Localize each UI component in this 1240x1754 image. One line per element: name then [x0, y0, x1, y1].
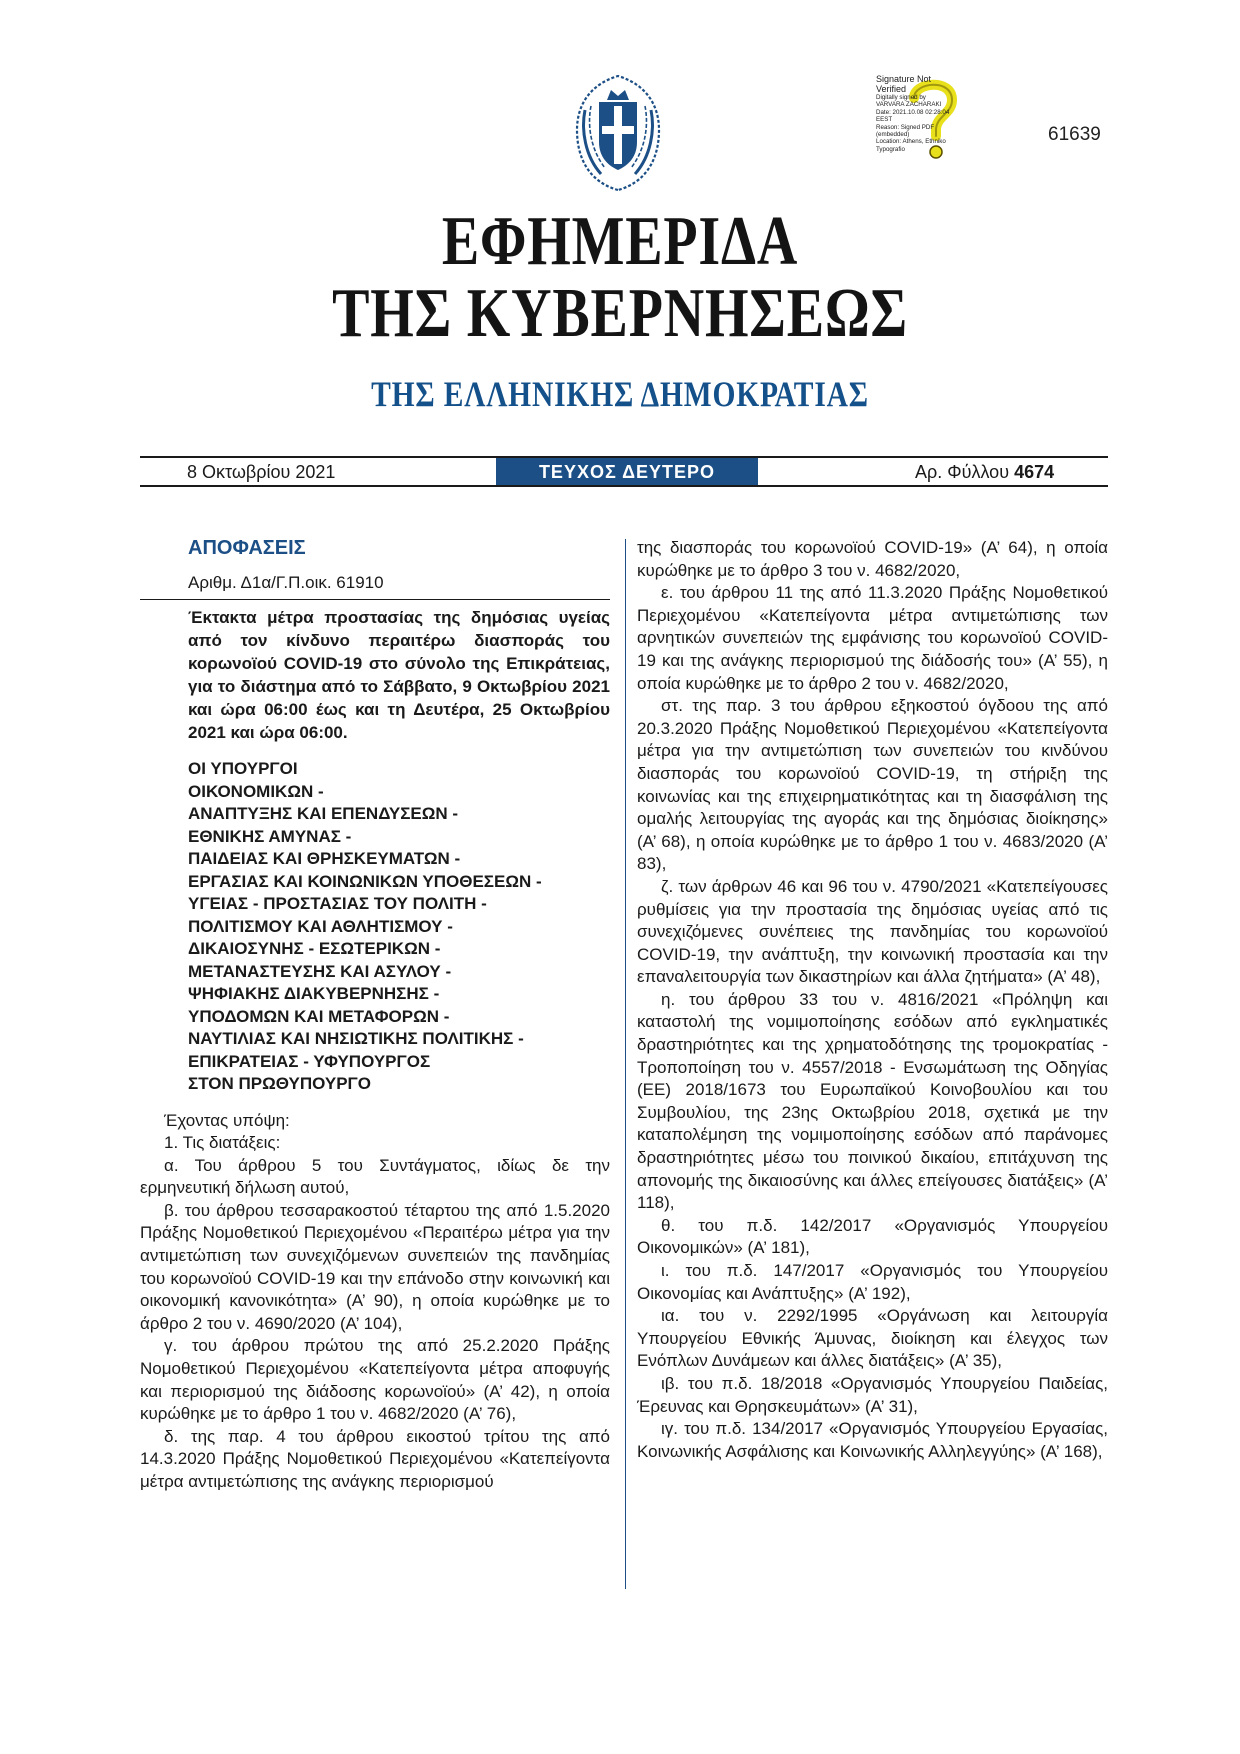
provision-paragraph: γ. του άρθρου πρώτου της από 25.2.2020 Πράξης Νομοθετικού Περιεχομένου «Κατεπείγοντα μέτρα αποφυγής και περιορισμού της διάδοσης κορωνοϊού» (Α’ 42), η οποία κυρώθηκε με το άρθρο 1 του ν. 4682/2020 (Α’ 76), [140, 1336, 610, 1424]
provision-paragraph: ζ. των άρθρων 46 και 96 του ν. 4790/2021 «Κατεπείγουσες ρυθμίσεις για την προστασία της δημόσιας υγείας από τις συνεχιζόμενες συνέπειες της πανδημίας του κορωνοϊού COVID-19, την ανάπτυξη, την κοινωνική προστασία και την επαναλειτουργία των δικαστηρίων και άλλα ζητήματα» (Α’ 48), [637, 876, 1108, 987]
minister-line: ΣΤΟΝ ΠΡΩΘΥΠΟΥΡΓΟ [188, 1074, 371, 1093]
issue-date: 8 Οκτωβρίου 2021 [187, 462, 336, 482]
decision-rule [140, 599, 610, 600]
decision-number: Αριθμ. Δ1α/Γ.Π.οικ. 61910 [188, 573, 384, 592]
provision-paragraph: θ. του π.δ. 142/2017 «Οργανισμός Υπουργείου Οικονομικών» (Α’ 181), [637, 1215, 1108, 1258]
minister-line: ΕΘΝΙΚΗΣ ΑΜΥΝΑΣ - [188, 826, 352, 846]
provision-paragraph: α. Του άρθρου 5 του Συντάγματος, ιδίως δε την ερμηνευτική δήλωση αυτού, [140, 1155, 610, 1198]
provision-paragraph: ιγ. του π.δ. 134/2017 «Οργανισμός Υπουργείου Εργασίας, Κοινωνικής Ασφάλισης και Κοινωνικής Αλληλεγγύης» (Α’ 168), [637, 1419, 1108, 1461]
minister-line: ΜΕΤΑΝΑΣΤΕΥΣΗΣ ΚΑΙ ΑΣΥΛΟΥ - [188, 961, 452, 981]
provision-paragraph: ε. του άρθρου 11 της από 11.3.2020 Πράξης Νομοθετικού Περιεχομένου «Κατεπείγοντα μέτρα αντιμετώπισης των αρνητικών συνεπειών της εμφάνισης του κορωνοϊού COVID-19 και της ανάγκης περιορισμού της διάδοσής του» (Α’ 55), η οποία κυρώθηκε με το άρθρο 2 του ν. 4682/2020, [637, 583, 1108, 693]
column-divider [625, 539, 626, 1589]
signature-detail: (embedded) [876, 131, 910, 139]
right-column [637, 537, 1108, 1463]
signature-detail: EEST [876, 116, 893, 124]
signature-detail: Typografio [876, 145, 905, 153]
gazette-title-line2: ΤΗΣ ΚΥΒΕΡΝΗΣΕΩΣ [332, 275, 908, 352]
decision-title: Έκτακτα μέτρα προστασίας της δημόσιας υγείας από τον κίνδυνο περαιτέρω διασποράς του κορωνοϊού COVID-19 στο σύνολο της Επικράτειας, για το διάστημα από το Σάββατο, 9 Οκτωβρίου 2021 και ώρα 06:00 έως και τη Δευτέρα, 25 Οκτωβρίου 2021 και ώρα 06:00. [188, 608, 610, 742]
provision-paragraph: ι. του π.δ. 147/2017 «Οργανισμός του Υπουργείου Οικονομίας και Ανάπτυξης» (Α’ 192), [637, 1261, 1108, 1303]
section-heading: ΑΠΟΦΑΣΕΙΣ [188, 537, 306, 559]
greek-coat-of-arms-icon [571, 70, 665, 194]
minister-line: ΕΡΓΑΣΙΑΣ ΚΑΙ ΚΟΙΝΩΝΙΚΩΝ ΥΠΟΘΕΣΕΩΝ - [188, 871, 542, 891]
minister-line: ΔΙΚΑΙΟΣΥΝΗΣ - ΕΣΩΤΕΡΙΚΩΝ - [188, 939, 441, 958]
minister-line: ΥΓΕΙΑΣ - ΠΡΟΣΤΑΣΙΑΣ ΤΟΥ ΠΟΛΙΤΗ - [188, 894, 487, 913]
left-column [140, 535, 610, 1494]
minister-line: ΥΠΟΔΟΜΩΝ ΚΑΙ ΜΕΤΑΦΟΡΩΝ - [188, 1006, 450, 1026]
provision-paragraph: ιβ. του π.δ. 18/2018 «Οργανισμός Υπουργείου Παιδείας, Έρευνας και Θρησκευμάτων» (Α’ 31), [637, 1373, 1108, 1416]
ministers-list [188, 758, 610, 1096]
gazette-subtitle: ΤΗΣ ΕΛΛΗΝΙΚΗΣ ΔΗΜΟΚΡΑΤΙΑΣ [371, 374, 869, 414]
provision-paragraph: β. του άρθρου τεσσαρακοστού τέταρτου της από 1.5.2020 Πράξης Νομοθετικού Περιεχομένου «Περαιτέρω μέτρα για την αντιμετώπιση των συνεχιζόμενων συνεπειών της πανδημίας του κορωνοϊού COVID-19 και την επάνοδο στην κοινωνική και οικονομική κανονικότητα» (Α’ 90), η οποία κυρώθηκε με το άρθρο 2 του ν. 4690/2020 (Α’ 104), [140, 1200, 610, 1333]
page-number: 61639 [1048, 124, 1101, 145]
issue-label: ΤΕΥΧΟΣ ΔΕΥΤΕΡΟ [496, 458, 758, 486]
minister-line: ΟΙ ΥΠΟΥΡΓΟΙ [188, 759, 298, 778]
digital-signature-stamp [876, 74, 972, 166]
sheet-number-value: 4674 [1014, 462, 1055, 482]
minister-line: ΠΟΛΙΤΙΣΜΟΥ ΚΑΙ ΑΘΛΗΤΙΣΜΟΥ - [188, 916, 453, 936]
provision-paragraph: ια. του ν. 2292/1995 «Οργάνωση και λειτουργία Υπουργείου Εθνικής Άμυνας, διοίκηση και έλεγχος των Ενόπλων Δυνάμεων και άλλες διατάξεις» (Α’ 35), [637, 1306, 1108, 1371]
minister-line: ΨΗΦΙΑΚΗΣ ΔΙΑΚΥΒΕΡΝΗΣΗΣ - [188, 984, 440, 1003]
minister-line: ΠΑΙΔΕΙΑΣ ΚΑΙ ΘΡΗΣΚΕΥΜΑΤΩΝ - [188, 849, 461, 868]
sheet-number [915, 460, 1054, 484]
considering-label: Έχοντας υπόψη: [164, 1110, 290, 1130]
issue-bar-bottom-rule [140, 485, 1108, 487]
provision-paragraph: η. του άρθρου 33 του ν. 4816/2021 «Πρόληψη και καταστολή της νομιμοποίησης εσόδων από εγκληματικές δραστηριότητες και της χρηματοδότησης της τρομοκρατίας - Τροποποίηση του ν. 4557/2018 - Ενσωμάτωση της Οδηγίας (ΕΕ) 2018/1673 του Ευρωπαϊκού Κοινοβουλίου και του Συμβουλίου, της 23ης Οκτωβρίου 2018, σχετικά με την καταπολέμηση της νομιμοποίησης εσόδων από παράνομες δραστηριότητες μέσω του ποινικού δικαίου, επιτάχυνση της απονομής της δικαιοσύνης και άλλες επείγουσες διατάξεις» (Α’ 118), [637, 989, 1108, 1213]
signature-status-line2: Verified [876, 84, 907, 94]
signature-detail: Location: Athens, Ethniko [876, 138, 946, 146]
gazette-title-line1: ΕΦΗΜΕΡΙΔΑ [441, 203, 799, 280]
signature-detail: VARVARA ZACHARAKI [876, 101, 942, 109]
minister-line: ΝΑΥΤΙΛΙΑΣ ΚΑΙ ΝΗΣΙΩΤΙΚΗΣ ΠΟΛΙΤΙΚΗΣ - [188, 1029, 524, 1048]
minister-line: ΟΙΚΟΝΟΜΙΚΩΝ - [188, 781, 324, 801]
signature-detail: Reason: Signed PDF [876, 123, 935, 131]
signature-status-line1: Signature Not [876, 74, 932, 84]
provision-paragraph: στ. της παρ. 3 του άρθρου εξηκοστού όγδοου της από 20.3.2020 Πράξης Νομοθετικού Περιεχομένου «Κατεπείγοντα μέτρα για την αντιμετώπιση των συνεπειών του κινδύνου διασποράς του κορωνοϊού COVID-19, τη στήριξη της κοινωνίας και της επιχειρηματικότητας και τη διασφάλιση της ομαλής λειτουργίας της αγοράς και της δημόσιας διοίκησης» (Α’ 68), η οποία κυρώθηκε με το άρθρο 1 του ν. 4683/2020 (Α’ 83), [637, 696, 1108, 874]
provision-paragraph: της διασποράς του κορωνοϊού COVID-19» (Α’ 64), η οποία κυρώθηκε με το άρθρο 3 του ν. 4682/2020, [637, 538, 1108, 580]
minister-line: ΑΝΑΠΤΥΞΗΣ ΚΑΙ ΕΠΕΝΔΥΣΕΩΝ - [188, 804, 459, 823]
minister-line: ΕΠΙΚΡΑΤΕΙΑΣ - ΥΦΥΠΟΥΡΓΟΣ [188, 1051, 431, 1071]
provision-paragraph: δ. της παρ. 4 του άρθρου εικοστού τρίτου της από 14.3.2020 Πράξης Νομοθετικού Περιεχομένου «Κατεπείγοντα μέτρα αντιμετώπισης της ανάγκης περιορισμού [140, 1426, 610, 1491]
signature-detail: Digitally signed by [876, 94, 926, 101]
signature-detail: Date: 2021.10.08 02:28:04 [876, 108, 950, 116]
provisions-lead: 1. Τις διατάξεις: [164, 1133, 281, 1153]
sheet-label: Αρ. Φύλλου [915, 462, 1010, 482]
